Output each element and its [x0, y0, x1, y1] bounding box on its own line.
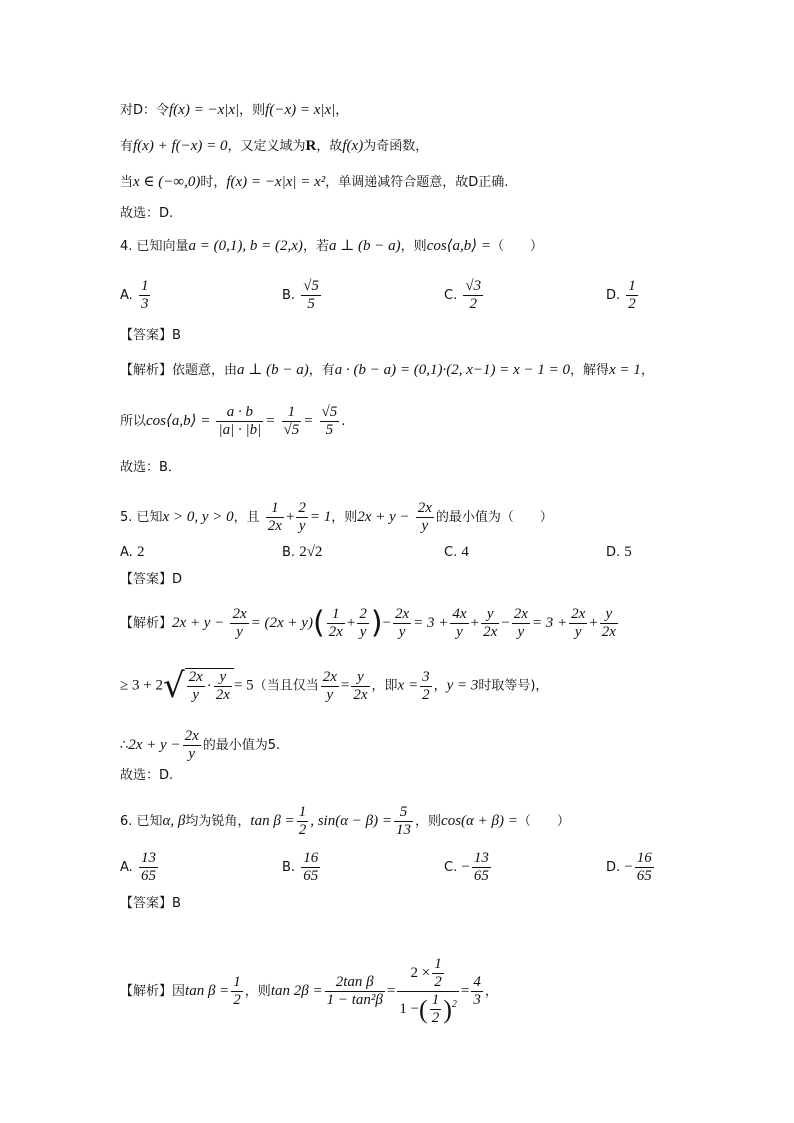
numerator: 2x — [322, 668, 337, 685]
numerator: √5 — [321, 404, 338, 420]
text: ， — [335, 103, 349, 118]
numerator: y — [481, 606, 499, 624]
text: 所以 — [120, 414, 147, 429]
formula: x > 0, y > 0 — [162, 509, 234, 525]
denominator: 2 — [469, 296, 477, 312]
denominator: 2 — [298, 822, 307, 838]
numerator: 5 — [394, 804, 413, 822]
numerator: 2x — [188, 669, 203, 685]
text: 为奇函数， — [363, 139, 429, 154]
text: ，若 — [302, 239, 329, 254]
formula: tan β = — [185, 983, 230, 999]
formula: a ⊥ (b − a) — [328, 238, 401, 254]
denominator: y — [188, 746, 196, 762]
formula: = 5 — [233, 677, 254, 694]
text: ，单调递减符合题意，故D正确. — [325, 175, 509, 190]
denominator: 3 — [473, 992, 481, 1008]
option-value: 2 — [136, 544, 145, 560]
formula: = 3 + — [413, 615, 449, 631]
formula: a · (b − a) = (0,1)·(2, x−1) = x − 1 = 0 — [334, 362, 571, 378]
denominator: √5 — [283, 422, 300, 438]
text: ，有 — [308, 363, 335, 378]
fraction — [626, 278, 638, 313]
choose-d: 故选：D. — [120, 206, 174, 221]
fraction — [430, 992, 442, 1027]
q5-analysis-line-3 — [120, 728, 280, 763]
fraction — [301, 278, 321, 313]
numerator — [397, 956, 459, 992]
formula: f(x) = −x|x| — [169, 102, 240, 118]
option-value: 2√2 — [299, 544, 323, 560]
numerator: 16 — [303, 850, 319, 866]
denominator: 65 — [140, 868, 156, 884]
denominator: y — [421, 518, 429, 534]
numerator: 16 — [636, 850, 652, 866]
text: ， — [484, 984, 498, 999]
q5-option-a[interactable] — [120, 542, 144, 563]
formula: 1 − — [399, 1000, 420, 1017]
fraction — [327, 606, 345, 641]
q5-analysis-line-1: 【解析】2x + y − $\frac{2x}{y}$ = (2x + y)( $\frac{1}{2x}$ + $\frac{2}{y}$ )− $\frac{2x}{y}$ = 3 + $\frac{4x}{y}$ + $\frac{y}{2x}$ − $\frac{2x}{y}$ = 3 + $\frac{2x}{y}$ + $\frac{y}{2x}$ — [120, 605, 616, 641]
denominator: 65 — [636, 868, 652, 884]
formula: f(x) — [342, 138, 364, 154]
formula: = 1 — [309, 509, 332, 525]
text: （当且仅当 — [253, 678, 319, 694]
option-label: C. — [444, 860, 458, 875]
denominator: y — [398, 624, 406, 640]
numerator: 2 — [298, 500, 306, 516]
formula: tan 2β = — [270, 983, 323, 999]
text: 5. 已知 — [120, 510, 163, 525]
numerator: 1 — [140, 278, 149, 294]
fraction — [216, 404, 263, 439]
numerator: y — [214, 669, 232, 687]
q4-analysis-line-1 — [120, 360, 654, 381]
fraction — [230, 606, 248, 641]
numerator: 1 — [282, 404, 302, 422]
numerator: y — [351, 669, 369, 687]
option-label: D. — [606, 860, 621, 875]
fraction — [569, 606, 587, 641]
text: ，即 — [371, 678, 398, 694]
formula: α, β — [162, 813, 186, 829]
formula: x ∈ (−∞,0) — [133, 174, 201, 190]
text: ， — [640, 363, 654, 378]
formula: cos⟨a,b⟩ = — [146, 413, 211, 429]
fraction — [321, 669, 339, 704]
q5-answer: 【答案】D — [120, 572, 183, 587]
denominator: 2x — [601, 624, 616, 640]
option-label: A. — [120, 860, 133, 875]
formula: a ⊥ (b − a) — [237, 362, 309, 378]
numerator: 1 — [298, 804, 307, 820]
text: . — [341, 414, 346, 429]
option-sign: − — [461, 859, 470, 875]
denominator: 3 — [140, 296, 149, 312]
denominator: 2x — [483, 624, 498, 640]
denominator: y — [359, 624, 367, 640]
fraction — [139, 850, 158, 885]
question-4-stem — [120, 236, 543, 257]
text: 有 — [120, 139, 134, 154]
option-value: 4 — [461, 544, 469, 560]
formula: f(−x) = x|x| — [265, 102, 336, 118]
option-label: B. — [282, 288, 296, 303]
fraction — [231, 974, 243, 1009]
formula: = 3 + — [531, 615, 568, 631]
numerator: 2x — [571, 606, 586, 622]
fraction — [512, 606, 530, 641]
formula: cos(α + β) = — [441, 813, 518, 829]
denominator: |a| · |b| — [218, 422, 262, 438]
numerator: √3 — [465, 278, 482, 294]
numerator: 3 — [422, 668, 430, 685]
q4-analysis-line-2 — [120, 404, 345, 439]
formula: ≥ 3 + 2 — [120, 677, 163, 694]
equals: = — [460, 983, 470, 999]
q5-option-d[interactable] — [606, 542, 632, 563]
numerator: 4x — [452, 606, 467, 622]
fraction — [394, 804, 413, 839]
q6-answer: 【答案】B — [120, 896, 181, 911]
q6-option-d[interactable] — [606, 850, 656, 885]
fraction — [297, 804, 309, 839]
text: 当 — [120, 175, 134, 190]
numerator: y — [600, 606, 618, 624]
equals: = — [303, 413, 314, 429]
denominator: 13 — [396, 822, 412, 838]
option-label: C. — [444, 288, 458, 303]
denominator: y — [326, 686, 334, 703]
fraction — [420, 669, 432, 704]
denominator: 2x — [353, 686, 368, 703]
equals: = — [265, 413, 276, 429]
fraction — [471, 974, 483, 1009]
formula: x = — [397, 677, 419, 694]
numerator: 1 — [233, 974, 241, 990]
q5-choose: 故选：D. — [120, 768, 174, 783]
numerator: 2x — [395, 606, 410, 622]
denominator: 5 — [307, 296, 315, 312]
denominator: 5 — [325, 422, 334, 438]
q5-analysis-line-2: ≥ 3 + 2√ $\frac{2x}{y}$ · $\frac{y}{2x}$ = 5（当且仅当 $\frac{2x}{y}$ = $\frac{y}{2x}$ ，即x = $\frac{3}{2}$ ，y = 3时取等号)， — [120, 666, 549, 706]
equals: = — [386, 983, 396, 999]
analysis-d-line-1 — [120, 100, 348, 121]
denominator: 1 − tan²β — [326, 992, 383, 1008]
formula: f(x) = −x|x| = x² — [226, 174, 326, 190]
text: ，又定义域为 — [227, 139, 306, 154]
fraction — [301, 850, 320, 885]
denominator: 2 — [434, 974, 442, 990]
fraction — [450, 606, 468, 641]
option-label: C. — [444, 545, 458, 560]
text: 时取等号)， — [478, 678, 549, 694]
analysis-tag: 【解析】 — [120, 616, 173, 631]
analysis-tag: 【解析】 — [120, 984, 173, 999]
option-label: B. — [282, 860, 296, 875]
numerator: 4 — [473, 974, 481, 990]
formula: 2 × — [410, 964, 431, 981]
text: 的最小值为5. — [202, 738, 281, 753]
text: ，则 — [239, 103, 266, 118]
option-sign: − — [624, 859, 633, 875]
fraction — [351, 669, 369, 704]
question-5-stem: 5. 已知x > 0, y > 0，且 $\frac{1}{2x}$ + $\frac{2}{y}$ = 1，则2x + y − $\frac{2x}{y}$ 的最小值为（ ） — [120, 500, 553, 534]
numerator: a · b — [216, 404, 263, 422]
question-6-stem — [120, 804, 570, 839]
text: 均为锐角， — [185, 814, 251, 829]
fraction — [393, 606, 411, 641]
numerator: 2tan β — [325, 974, 385, 992]
numerator: 1 — [266, 500, 284, 518]
formula: cos⟨a,b⟩ = — [426, 238, 492, 254]
denominator: 2x — [215, 687, 230, 703]
text: ，故 — [316, 139, 343, 154]
denominator: y — [298, 518, 306, 534]
formula: 2x + y − — [128, 737, 181, 753]
denominator: y — [517, 624, 525, 640]
text: 时， — [200, 175, 227, 190]
analysis-d-line-2 — [120, 136, 428, 157]
formula: , sin(α − β) = — [310, 813, 393, 829]
text: 的最小值为（ ） — [435, 510, 553, 525]
fraction — [463, 278, 483, 313]
q6-option-b[interactable] — [282, 850, 322, 885]
denominator: y — [574, 624, 582, 640]
formula: tan β = — [250, 813, 295, 829]
denominator: 65 — [303, 868, 319, 884]
text: 6. 已知 — [120, 814, 163, 829]
formula: 2x + y − — [172, 615, 225, 631]
q4-option-c[interactable] — [444, 278, 485, 313]
q6-analysis-line-1 — [120, 956, 498, 1027]
text: ，则 — [415, 814, 442, 829]
denominator: 1 −( $\frac{1}{2}$ )$^2$ — [399, 992, 457, 1026]
denominator: 2 — [431, 1010, 440, 1026]
text: （ ） — [491, 239, 544, 254]
text: ，且 — [233, 510, 260, 525]
q6-option-a[interactable] — [120, 850, 160, 885]
denominator: y — [236, 624, 243, 640]
denominator: 2 — [233, 992, 241, 1008]
denominator: 65 — [473, 868, 489, 884]
text: 因 — [172, 984, 186, 999]
option-label: D. — [606, 288, 621, 303]
q4-option-d[interactable] — [606, 278, 640, 313]
formula: a = (0,1), b = (2,x) — [188, 238, 303, 254]
q6-option-c[interactable] — [444, 850, 493, 885]
numerator: √5 — [303, 278, 319, 294]
formula: = (2x + y) — [250, 615, 313, 631]
q5-option-c[interactable] — [444, 542, 469, 563]
q4-answer: 【答案】B — [120, 328, 181, 343]
fraction — [472, 850, 491, 885]
option-value: 5 — [624, 544, 632, 560]
text: ，则 — [244, 984, 271, 999]
denominator: y — [456, 624, 463, 640]
option-label: D. — [606, 545, 621, 560]
fraction — [320, 404, 340, 439]
fraction — [183, 728, 201, 763]
denominator: 2 — [422, 686, 430, 703]
numerator: 2x — [417, 500, 432, 516]
numerator: 1 — [431, 992, 440, 1008]
big-fraction — [397, 956, 459, 1027]
fraction — [139, 278, 151, 313]
fraction — [600, 606, 618, 641]
numerator: 1 — [434, 956, 442, 972]
analysis-d-line-3 — [120, 172, 508, 193]
fraction — [481, 606, 499, 641]
numerator: 13 — [140, 850, 156, 866]
formula: y = 3 — [446, 677, 479, 694]
text: （ ） — [517, 814, 570, 829]
text: 4. 已知向量 — [120, 239, 189, 254]
text: 依题意，由 — [172, 363, 238, 378]
numerator: 2x — [184, 728, 199, 744]
numerator: 2 — [359, 606, 367, 622]
option-label: A. — [120, 288, 133, 303]
real-set-symbol: R — [305, 138, 317, 154]
fraction — [416, 500, 434, 535]
formula: f(x) + f(−x) = 0 — [133, 138, 228, 154]
therefore-symbol: ∴ — [120, 738, 129, 753]
fraction — [296, 500, 308, 535]
option-label: B. — [282, 545, 296, 560]
fraction — [214, 669, 232, 704]
fraction — [357, 606, 369, 641]
q5-option-b[interactable] — [282, 542, 322, 563]
numerator: 2x — [232, 606, 247, 622]
fraction — [432, 956, 444, 991]
formula: 2x + y − — [357, 509, 410, 525]
text: ，则 — [400, 239, 427, 254]
fraction — [635, 850, 654, 885]
numerator: 2x — [513, 606, 528, 622]
denominator: 2x — [328, 624, 343, 640]
text: ，则 — [331, 510, 358, 525]
numerator: 1 — [628, 278, 636, 294]
q4-option-a[interactable] — [120, 278, 152, 313]
denominator: y — [192, 687, 200, 703]
text: 对D：令 — [120, 103, 170, 118]
q4-choose: 故选：B． — [120, 460, 181, 475]
fraction — [266, 500, 284, 535]
q4-option-b[interactable] — [282, 278, 323, 313]
fraction — [282, 404, 302, 439]
formula: x = 1 — [609, 362, 641, 378]
analysis-tag: 【解析】 — [120, 363, 173, 378]
text: ， — [433, 678, 447, 694]
denominator: 2x — [267, 518, 282, 534]
numerator: 1 — [327, 606, 345, 624]
text: ，解得 — [570, 363, 610, 378]
fraction — [325, 974, 385, 1009]
option-label: A. — [120, 545, 133, 560]
denominator: 2 — [628, 296, 636, 312]
fraction — [187, 669, 205, 704]
numerator: 13 — [473, 850, 489, 866]
